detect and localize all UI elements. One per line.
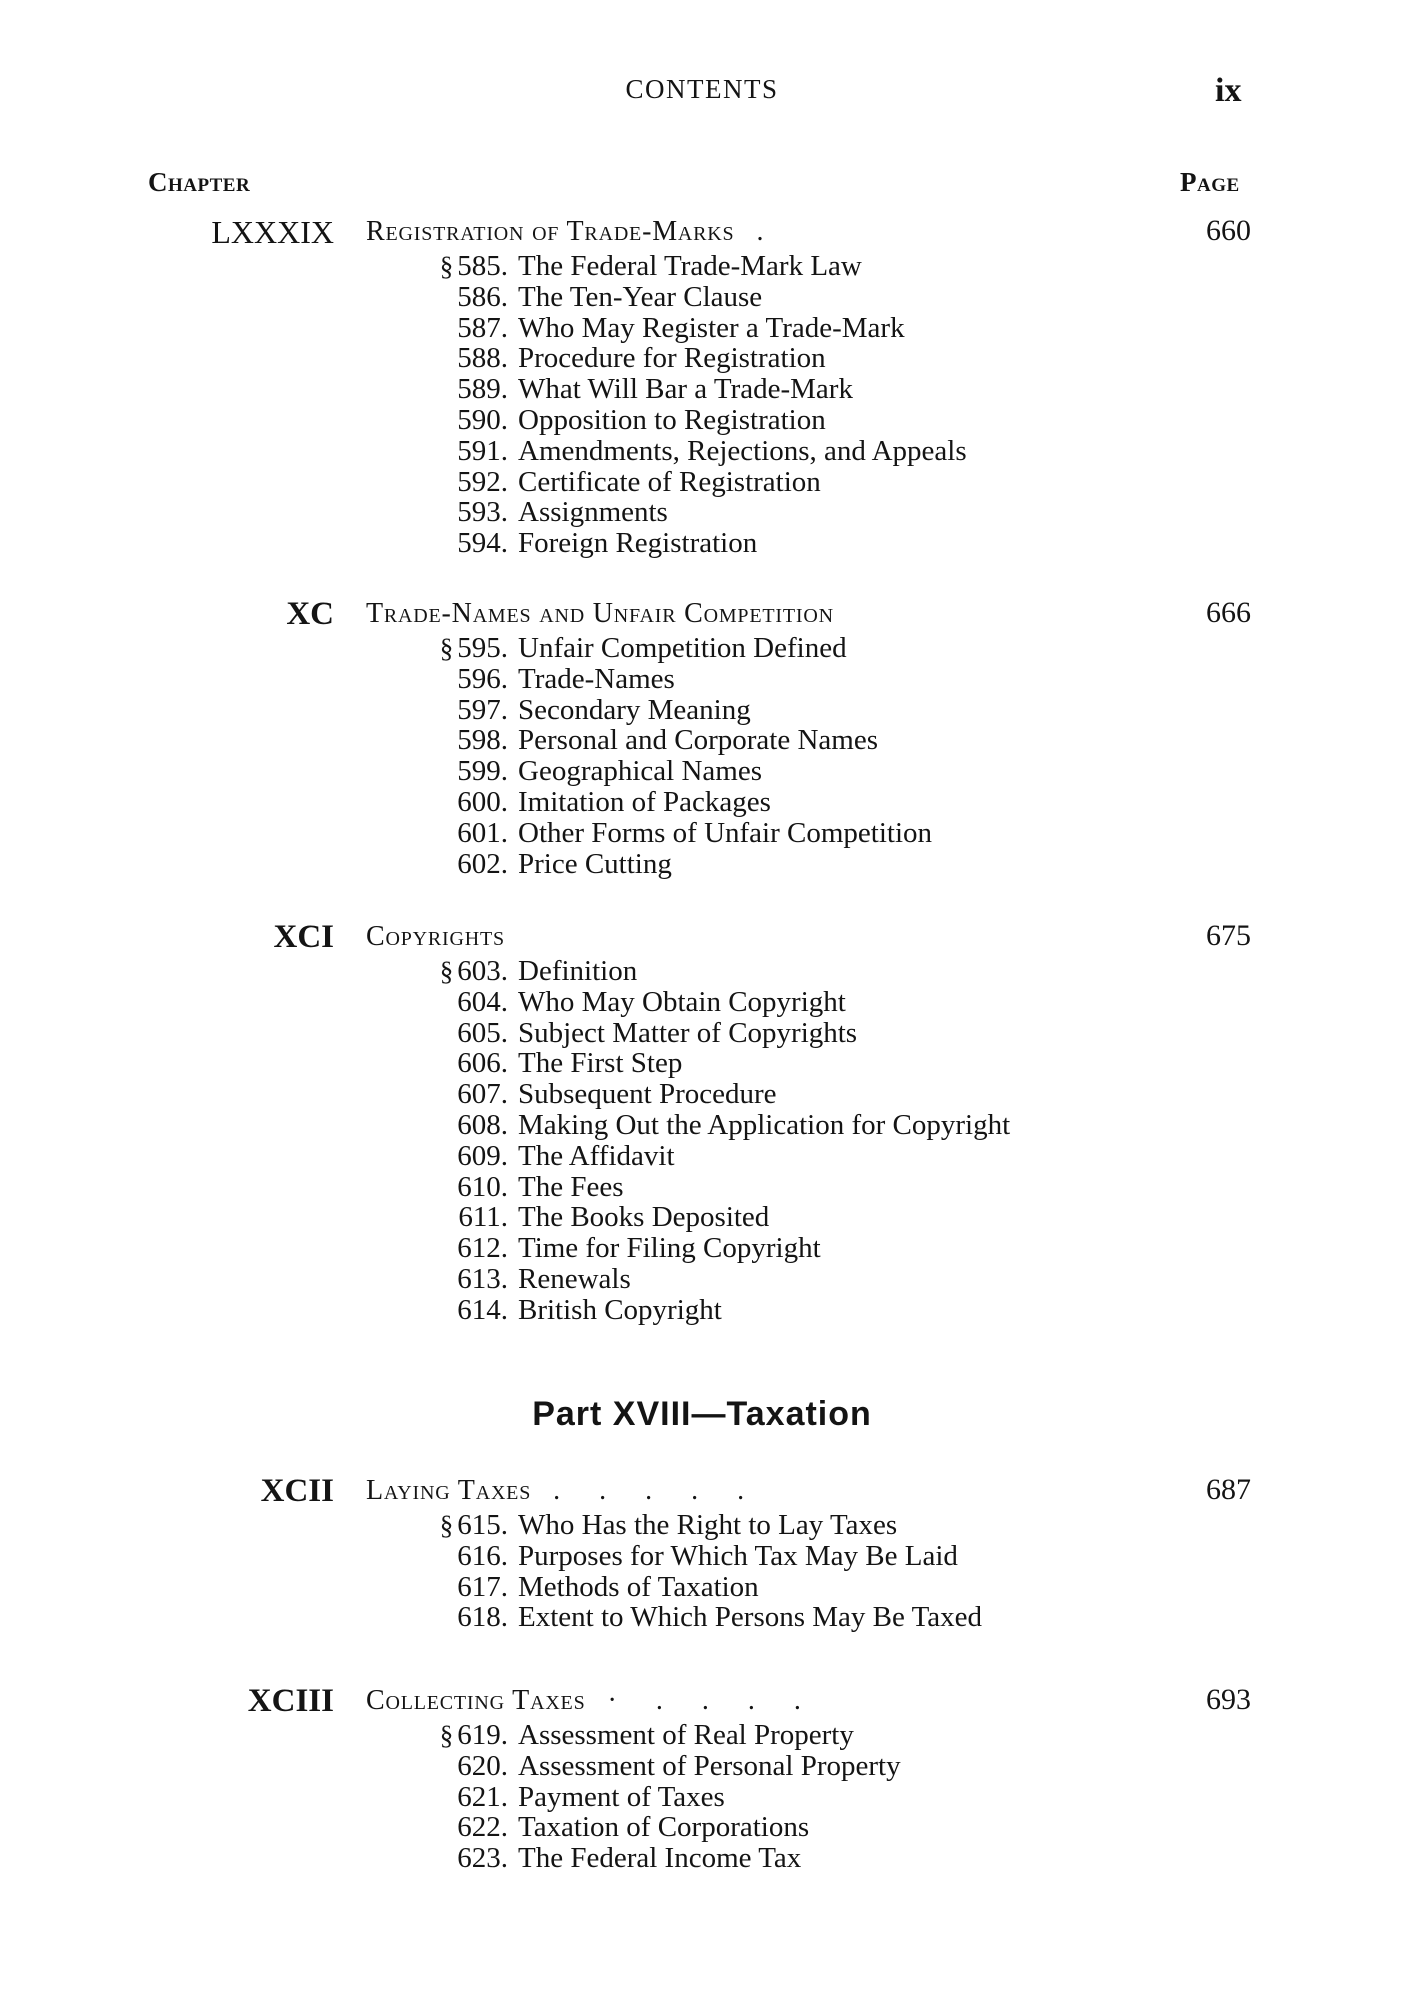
section-number: 601. <box>457 816 508 849</box>
section-item <box>400 251 967 282</box>
section-number: 612. <box>457 1232 508 1265</box>
section-item <box>400 1048 1010 1079</box>
section-item <box>400 1572 982 1603</box>
section-title: Geographical Names <box>518 755 762 788</box>
section-item <box>400 497 967 528</box>
section-item <box>400 1141 1010 1172</box>
section-symbol: § <box>439 251 454 281</box>
section-number: 602. <box>457 847 508 880</box>
section-item <box>400 436 967 467</box>
section-title: Opposition to Registration <box>518 403 826 436</box>
section-number: 591. <box>457 434 508 467</box>
chapter-page: 675 <box>1206 919 1251 952</box>
section-title: Who Has the Right to Lay Taxes <box>518 1509 898 1541</box>
section-number: 613. <box>457 1262 508 1295</box>
section-number: 607. <box>457 1078 508 1111</box>
section-title: Renewals <box>518 1262 631 1295</box>
section-number: 604. <box>457 985 508 1018</box>
section-number: 606. <box>457 1047 508 1080</box>
section-title: Definition <box>518 955 638 987</box>
section-item <box>400 956 1010 987</box>
section-item <box>400 1602 982 1633</box>
section-title: Who May Register a Trade-Mark <box>518 311 905 344</box>
section-title: Extent to Which Persons May Be Taxed <box>518 1601 983 1634</box>
section-number: 599. <box>457 755 508 788</box>
chapter-title: Trade-Names and Unfair Competition <box>366 598 834 629</box>
chapter-entry <box>0 596 1404 632</box>
section-item <box>400 695 932 726</box>
section-item <box>400 1233 1010 1264</box>
section-item <box>400 1079 1010 1110</box>
section-number: 623. <box>457 1842 508 1875</box>
section-title: The Federal Income Tax <box>518 1842 802 1875</box>
section-item <box>400 313 967 344</box>
section-item <box>400 633 932 664</box>
chapter-page: 660 <box>1206 214 1251 247</box>
section-number: 621. <box>457 1780 508 1813</box>
section-symbol: § <box>439 1720 454 1750</box>
section-number: 605. <box>457 1016 508 1049</box>
chapter-number: LXXXIX <box>211 214 334 250</box>
section-list <box>400 633 932 879</box>
section-item <box>400 405 967 436</box>
section-number: 619. <box>457 1719 508 1751</box>
section-title: Foreign Registration <box>518 527 758 560</box>
section-item <box>400 1018 1010 1049</box>
dot-leader: . <box>756 216 780 247</box>
section-title: The Ten-Year Clause <box>518 280 763 313</box>
chapter-number: XCIII <box>247 1683 334 1719</box>
section-number: 600. <box>457 785 508 818</box>
section-number: 596. <box>457 662 508 695</box>
section-title: Assessment of Real Property <box>518 1719 854 1751</box>
section-item <box>400 1172 1010 1203</box>
section-item <box>400 987 1010 1018</box>
chapter-title: Registration of Trade-Marks . <box>366 216 780 247</box>
page-header-title: CONTENTS <box>625 74 779 104</box>
section-item <box>400 1812 901 1843</box>
section-title: The Affidavit <box>518 1139 675 1172</box>
section-title: What Will Bar a Trade-Mark <box>518 373 853 406</box>
section-item <box>400 1264 1010 1295</box>
section-item <box>400 343 967 374</box>
section-item <box>400 374 967 405</box>
chapter-page: 687 <box>1206 1473 1251 1506</box>
section-item <box>400 725 932 756</box>
section-item <box>400 1843 901 1874</box>
chapter-entry <box>0 1683 1404 1719</box>
section-number: 603. <box>457 955 508 987</box>
chapter-column-heading: Chapter <box>148 167 251 197</box>
section-title: Trade-Names <box>518 662 675 695</box>
section-number: 598. <box>457 724 508 757</box>
section-title: Making Out the Application for Copyright <box>518 1108 1011 1141</box>
section-item <box>400 849 932 880</box>
chapter-entry <box>0 214 1404 250</box>
section-number: 587. <box>457 311 508 344</box>
section-number: 590. <box>457 403 508 436</box>
section-item <box>400 1720 901 1751</box>
page-column-heading: Page <box>1180 167 1240 197</box>
chapter-title: Laying Taxes . . . . . <box>366 1475 761 1506</box>
section-title: Personal and Corporate Names <box>518 724 878 757</box>
section-title: British Copyright <box>518 1293 722 1326</box>
section-number: 616. <box>457 1539 508 1572</box>
section-item <box>400 818 932 849</box>
section-item <box>400 467 967 498</box>
section-list <box>400 1510 982 1633</box>
section-number: 620. <box>457 1749 508 1782</box>
section-symbol: § <box>439 1510 454 1540</box>
section-item <box>400 1510 982 1541</box>
section-item <box>400 756 932 787</box>
section-title: Unfair Competition Defined <box>518 632 847 664</box>
chapter-number: XC <box>286 596 334 632</box>
section-number: 608. <box>457 1108 508 1141</box>
section-title: The Fees <box>518 1170 624 1203</box>
section-symbol: § <box>439 633 454 663</box>
section-number: 610. <box>457 1170 508 1203</box>
chapter-title: Collecting Taxes · . . . . <box>366 1685 817 1716</box>
section-title: Taxation of Corporations <box>518 1811 810 1844</box>
section-list <box>400 251 967 559</box>
section-title: Payment of Taxes <box>518 1780 725 1813</box>
section-number: 611. <box>458 1201 508 1234</box>
section-title: Imitation of Packages <box>518 785 771 818</box>
section-title: The Books Deposited <box>518 1201 770 1234</box>
section-title: Price Cutting <box>518 847 672 880</box>
section-title: Subject Matter of Copyrights <box>518 1016 858 1049</box>
section-item <box>400 1110 1010 1141</box>
section-title: Assignments <box>518 496 668 529</box>
section-number: 586. <box>457 280 508 313</box>
section-item <box>400 282 967 313</box>
dot-leader: . . . . . <box>553 1475 761 1506</box>
chapter-entry <box>0 919 1404 955</box>
section-list <box>400 956 1010 1326</box>
section-item <box>400 787 932 818</box>
section-number: 614. <box>457 1293 508 1326</box>
section-item <box>400 1541 982 1572</box>
section-title: Other Forms of Unfair Competition <box>518 816 933 849</box>
chapter-number: XCI <box>273 919 334 955</box>
section-symbol: § <box>439 956 454 986</box>
section-title: The First Step <box>518 1047 683 1080</box>
section-title: Time for Filing Copyright <box>518 1232 821 1265</box>
chapter-number: XCII <box>260 1473 334 1509</box>
section-item <box>400 1782 901 1813</box>
section-number: 592. <box>457 465 508 498</box>
section-item <box>400 1295 1010 1326</box>
section-list <box>400 1720 901 1874</box>
section-number: 589. <box>457 373 508 406</box>
section-number: 597. <box>457 693 508 726</box>
section-item <box>400 664 932 695</box>
chapter-page: 666 <box>1206 596 1251 629</box>
section-number: 595. <box>457 632 508 664</box>
section-number: 609. <box>457 1139 508 1172</box>
section-title: Who May Obtain Copyright <box>518 985 846 1018</box>
chapter-title: Copyrights <box>366 921 505 952</box>
section-number: 622. <box>457 1811 508 1844</box>
section-title: Purposes for Which Tax May Be Laid <box>518 1539 958 1572</box>
section-title: Procedure for Registration <box>518 342 826 375</box>
section-item <box>400 528 967 559</box>
section-number: 615. <box>457 1509 508 1541</box>
chapter-entry <box>0 1473 1404 1509</box>
section-number: 588. <box>457 342 508 375</box>
section-item <box>400 1202 1010 1233</box>
section-title: The Federal Trade-Mark Law <box>518 250 862 282</box>
section-title: Amendments, Rejections, and Appeals <box>518 434 967 467</box>
section-number: 618. <box>457 1601 508 1634</box>
section-title: Secondary Meaning <box>518 693 751 726</box>
chapter-page: 693 <box>1206 1683 1251 1716</box>
section-title: Certificate of Registration <box>518 465 821 498</box>
section-title: Subsequent Procedure <box>518 1078 777 1111</box>
section-number: 594. <box>457 527 508 560</box>
part-heading: Part XVIII—Taxation <box>532 1395 872 1433</box>
section-number: 593. <box>457 496 508 529</box>
section-title: Assessment of Personal Property <box>518 1749 901 1782</box>
section-item <box>400 1751 901 1782</box>
section-title: Methods of Taxation <box>518 1570 759 1603</box>
dot-leader: · . . . . <box>607 1685 817 1716</box>
page-number: ix <box>1215 72 1242 109</box>
section-number: 585. <box>457 250 508 282</box>
section-number: 617. <box>457 1570 508 1603</box>
